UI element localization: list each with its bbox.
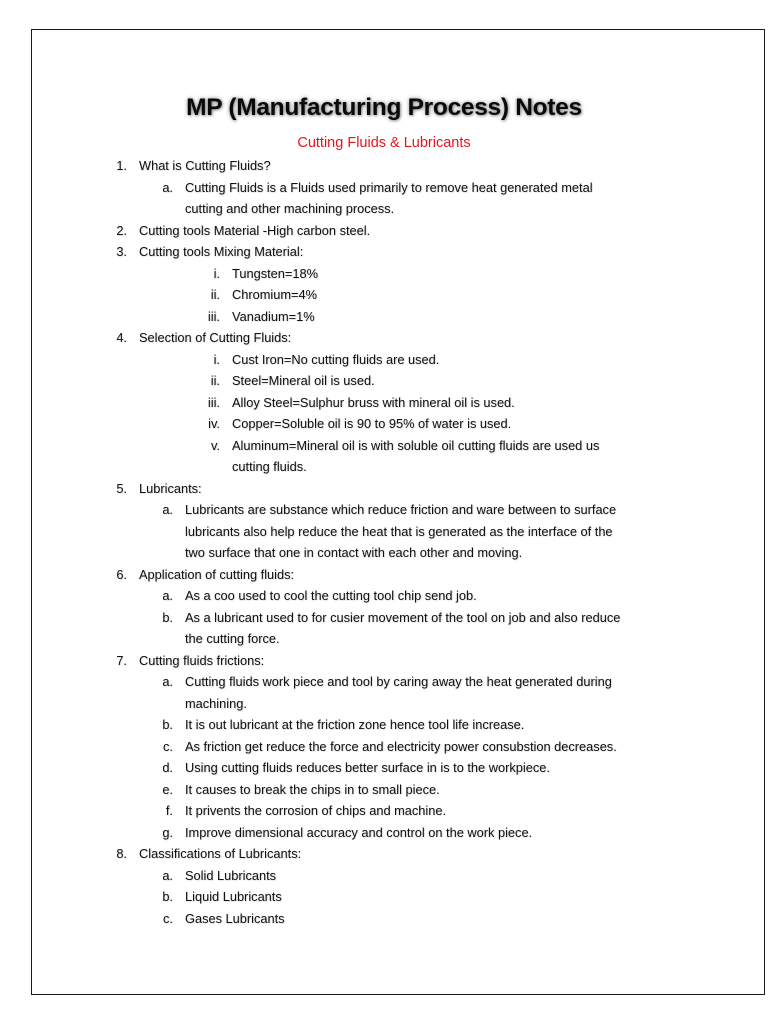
section-number: 3.: [116, 244, 127, 259]
list-item: [0, 693, 768, 715]
list-item-marker: i.: [213, 265, 220, 281]
section-number: 5.: [116, 480, 127, 496]
list-item-text: As friction get reduce the force and electricity power consubstion decreases.: [185, 738, 617, 754]
list-item: [0, 435, 768, 457]
section-heading-text: Classifications of Lubricants:: [139, 846, 302, 861]
list-item-text: It is out lubricant at the friction zone hence tool life increase.: [185, 717, 525, 732]
list-item-text: Liquid Lubricants: [185, 889, 282, 904]
list-item-marker: a.: [162, 867, 173, 883]
list-item-marker: a.: [162, 179, 173, 195]
list-item-text: Cutting fluids work piece and tool by caring away the heat generated during: [185, 674, 612, 689]
list-item-text: Copper=Soluble oil is 90 to 95% of water is used.: [232, 416, 512, 431]
section-heading: [0, 155, 768, 177]
list-item-text: two surface that one in contact with each other and moving.: [185, 545, 523, 560]
list-item: [0, 499, 768, 521]
list-item-marker: v.: [210, 437, 220, 453]
list-item-text: Steel=Mineral oil is used.: [232, 373, 375, 388]
list-item: [0, 628, 768, 650]
section-number: 2.: [116, 222, 127, 238]
list-item: [0, 542, 768, 564]
list-item-marker: b.: [162, 609, 173, 625]
list-item: [0, 349, 768, 371]
list-item-text: As a lubricant used to for cusier movement of the tool on job and also reduce: [185, 609, 621, 625]
list-item: [0, 413, 768, 435]
list-item-text: cutting fluids.: [232, 459, 307, 474]
list-item-text: Improve dimensional accuracy and control on the work piece.: [185, 824, 533, 840]
list-item-text: lubricants also help reduce the heat that is generated as the interface of the: [185, 523, 613, 539]
list-item-text: machining.: [185, 695, 247, 711]
list-item-marker: a.: [162, 502, 173, 517]
section-heading: [0, 564, 768, 586]
list-item: [0, 370, 768, 392]
section-number: 1.: [116, 158, 127, 173]
section-heading: [0, 478, 768, 500]
list-item-marker: c.: [163, 910, 173, 926]
list-item: [0, 822, 768, 844]
notes-list: [0, 155, 768, 929]
section-heading-text: Lubricants:: [139, 480, 202, 496]
list-item-marker: ii.: [210, 287, 220, 302]
list-item-marker: a.: [162, 674, 173, 689]
list-item: [0, 177, 768, 199]
list-item-text: Alloy Steel=Sulphur bruss with mineral oil is used.: [232, 394, 515, 410]
section-number: 6.: [116, 566, 127, 582]
list-item-marker: i.: [213, 351, 220, 367]
section-heading-text: Cutting tools Material -High carbon steel.: [139, 222, 371, 238]
document-title: MP (Manufacturing Process) Notes: [186, 94, 582, 121]
list-item-text: Gases Lubricants: [185, 910, 285, 926]
list-item-marker: e.: [162, 781, 173, 797]
document-subtitle: Cutting Fluids & Lubricants: [297, 135, 471, 151]
section-heading: [0, 220, 768, 242]
list-item-text: Cust Iron=No cutting fluids are used.: [232, 351, 440, 367]
section-heading: [0, 843, 768, 865]
section-number: 4.: [116, 330, 127, 345]
list-item: [0, 908, 768, 930]
list-item-text: It privents the corrosion of chips and machine.: [185, 803, 447, 818]
section-number: 8.: [116, 846, 127, 861]
list-item: [0, 800, 768, 822]
list-item: [0, 306, 768, 328]
section-heading-text: Selection of Cutting Fluids:: [139, 330, 292, 345]
list-item: [0, 779, 768, 801]
list-item-marker: b.: [162, 889, 173, 904]
list-item-marker: iv.: [208, 416, 220, 431]
list-item-marker: ii.: [210, 373, 220, 388]
section-heading-text: Application of cutting fluids:: [139, 566, 295, 582]
list-item: [0, 456, 768, 478]
list-item-marker: b.: [162, 717, 173, 732]
list-item-text: Vanadium=1%: [232, 308, 315, 324]
list-item: [0, 865, 768, 887]
list-item-text: Chromium=4%: [232, 287, 317, 302]
list-item: [0, 886, 768, 908]
list-item: [0, 392, 768, 414]
list-item: [0, 198, 768, 220]
section-number: 7.: [116, 652, 127, 668]
section-heading: [0, 650, 768, 672]
section-heading-text: Cutting tools Mixing Material:: [139, 244, 304, 259]
list-item-marker: d.: [162, 760, 173, 775]
list-item: [0, 671, 768, 693]
list-item-marker: a.: [162, 588, 173, 603]
list-item: [0, 284, 768, 306]
list-item-marker: g.: [162, 824, 173, 840]
list-item: [0, 263, 768, 285]
list-item-text: cutting and other machining process.: [185, 201, 395, 216]
list-item-text: the cutting force.: [185, 631, 280, 646]
list-item-marker: c.: [163, 738, 173, 754]
list-item-marker: iii.: [207, 308, 220, 324]
list-item-marker: iii.: [207, 394, 220, 410]
list-item: [0, 736, 768, 758]
list-item-marker: f.: [165, 803, 173, 818]
list-item: [0, 607, 768, 629]
section-heading: [0, 241, 768, 263]
list-item: [0, 714, 768, 736]
list-item-text: Solid Lubricants: [185, 867, 277, 883]
list-item: [0, 757, 768, 779]
list-item-text: As a coo used to cool the cutting tool chip send job.: [185, 588, 477, 603]
section-heading-text: Cutting fluids frictions:: [139, 652, 265, 668]
list-item: [0, 585, 768, 607]
section-heading-text: What is Cutting Fluids?: [139, 158, 271, 173]
list-item-text: Tungsten=18%: [232, 265, 318, 281]
list-item-text: Aluminum=Mineral oil is with soluble oil cutting fluids are used us: [232, 437, 600, 453]
list-item-text: It causes to break the chips in to small piece.: [185, 781, 440, 797]
list-item-text: Lubricants are substance which reduce friction and ware between to surface: [185, 502, 617, 517]
list-item-text: Using cutting fluids reduces better surface in is to the workpiece.: [185, 760, 550, 775]
list-item: [0, 521, 768, 543]
list-item-text: Cutting Fluids is a Fluids used primarily to remove heat generated metal: [185, 179, 593, 195]
section-heading: [0, 327, 768, 349]
